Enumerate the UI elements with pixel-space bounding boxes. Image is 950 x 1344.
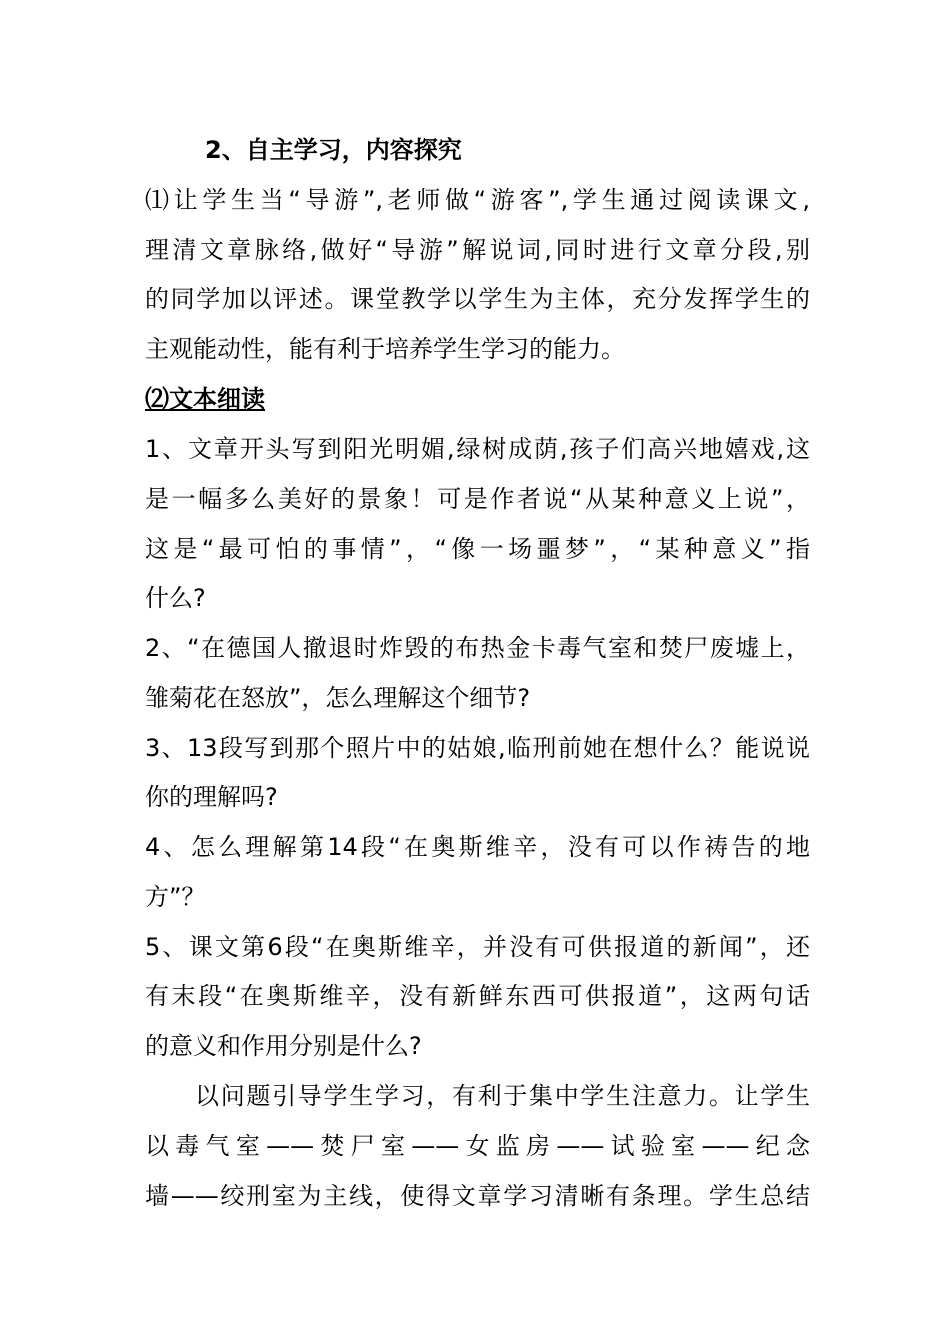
question-line: 方”？	[145, 883, 206, 911]
question-line: 的意义和作用分别是什么?	[145, 1032, 422, 1060]
question-line: 2、“在德国人撤退时炸毁的布热金卡毒气室和焚尸废墟上，	[145, 634, 810, 662]
paragraph-line: ⑴让学生当“导游”,老师做“游客”,学生通过阅读课文,	[145, 186, 810, 214]
question-line: 3、13段写到那个照片中的姑娘,临刑前她在想什么？能说说	[145, 734, 810, 762]
paragraph-line: 的同学加以评述。课堂教学以学生为主体，充分发挥学生的	[145, 285, 810, 313]
paragraph-line: 以毒气室——焚尸室——女监房——试验室——纪念	[145, 1132, 810, 1160]
question-line: 4、怎么理解第14段“在奥斯维辛，没有可以作祷告的地	[145, 833, 810, 861]
subsection-heading: ⑵文本细读	[145, 385, 265, 413]
paragraph-line: 主观能动性，能有利于培养学生学习的能力。	[145, 335, 625, 363]
question-line: 这是“最可怕的事情”，“像一场噩梦”，“某种意义”指	[145, 535, 810, 563]
question-line: 雏菊花在怒放”，怎么理解这个细节?	[145, 684, 531, 712]
question-line: 是一幅多么美好的景象！可是作者说“从某种意义上说”，	[145, 485, 810, 513]
paragraph-line: 墙——绞刑室为主线，使得文章学习清晰有条理。学生总结	[145, 1182, 810, 1210]
question-line: 5、课文第6段“在奥斯维辛，并没有可供报道的新闻”，还	[145, 933, 810, 961]
question-line: 1、文章开头写到阳光明媚,绿树成荫,孩子们高兴地嬉戏,这	[145, 435, 810, 463]
section-heading: 2、自主学习，内容探究	[205, 136, 462, 164]
question-line: 你的理解吗?	[145, 783, 278, 811]
question-line: 有末段“在奥斯维辛，没有新鲜东西可供报道”，这两句话	[145, 982, 810, 1010]
paragraph-line: 理清文章脉络,做好“导游”解说词,同时进行文章分段,别	[145, 236, 810, 264]
question-line: 什么?	[145, 584, 206, 612]
paragraph-line: 以问题引导学生学习，有利于集中学生注意力。让学生	[195, 1082, 810, 1110]
